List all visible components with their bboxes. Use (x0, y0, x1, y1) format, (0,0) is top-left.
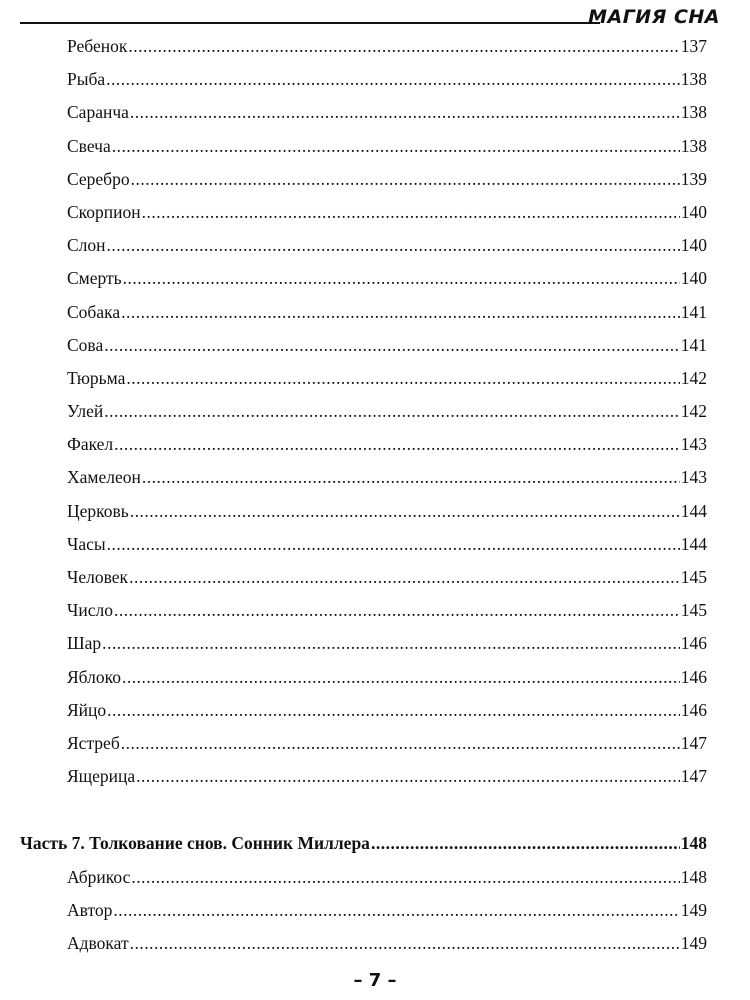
dot-leader (121, 727, 680, 760)
toc-part-label: Часть 7. Толкование снов. Сонник Миллера (20, 833, 370, 854)
dot-leader (130, 927, 680, 960)
toc-entry-page: 149 (680, 932, 707, 953)
toc-entry-label: Смерть (67, 268, 122, 289)
dot-leader (114, 594, 680, 627)
toc-entry (0, 96, 707, 129)
dot-leader (104, 329, 680, 362)
toc-entry (0, 196, 707, 229)
toc-entry-label: Яйцо (67, 699, 107, 720)
dot-leader (136, 760, 680, 793)
dot-leader (130, 96, 680, 129)
toc-entry-label: Факел (67, 434, 114, 455)
toc-entry (0, 296, 707, 329)
dot-leader (129, 561, 680, 594)
toc-entry-page: 143 (680, 434, 707, 455)
toc-entry-page: 140 (680, 201, 707, 222)
toc-entry (0, 661, 707, 694)
toc-entry-page: 138 (680, 69, 707, 90)
dot-leader (130, 495, 680, 528)
toc-entry-page: 146 (680, 666, 707, 687)
toc-entry (0, 130, 707, 163)
header-title: МАГИЯ СНА (588, 6, 720, 28)
toc-entry-label: Рыба (67, 69, 106, 90)
toc-entry (0, 495, 707, 528)
dot-leader (128, 30, 679, 63)
toc-entry (0, 561, 707, 594)
toc-entry-label: Шар (67, 633, 102, 654)
toc-entries-bottom (0, 861, 750, 961)
dot-leader (142, 461, 680, 494)
dot-leader (131, 861, 679, 894)
toc-entry-page: 138 (680, 102, 707, 123)
toc-entry-label: Часы (67, 533, 106, 554)
toc-entry-page: 144 (680, 533, 707, 554)
toc-part-page: 148 (680, 833, 707, 854)
dot-leader (107, 528, 680, 561)
toc-entry (0, 927, 707, 960)
toc-entry-page: 145 (680, 600, 707, 621)
toc-entry-label: Адвокат (67, 932, 129, 953)
toc-entry-page: 148 (680, 866, 707, 887)
toc-entry-label: Автор (67, 899, 113, 920)
toc-entry-label: Хамелеон (67, 467, 141, 488)
toc-entry-page: 145 (680, 567, 707, 587)
toc-entry-page: 140 (680, 268, 707, 289)
toc-entry (0, 163, 707, 196)
toc-entry (0, 362, 707, 395)
dot-leader (371, 827, 680, 860)
toc-entry-page: 146 (680, 633, 707, 654)
toc-entry-page: 144 (680, 500, 707, 521)
toc-entry-page: 143 (680, 467, 707, 488)
toc-entry (0, 694, 707, 727)
toc-entry-label: Сова (67, 334, 104, 355)
toc-entry-label: Ящерица (67, 766, 136, 787)
toc-entry-label: Число (67, 600, 113, 621)
dot-leader (122, 661, 680, 694)
dot-leader (113, 894, 679, 927)
toc-entry-label: Яблоко (67, 666, 121, 687)
header-rule (20, 22, 600, 24)
dot-leader (107, 694, 680, 727)
toc-entry-label: Ястреб (67, 732, 120, 753)
toc-entry-label: Скорпион (67, 201, 141, 222)
toc-entry-page: 147 (680, 766, 707, 787)
dot-leader (126, 362, 679, 395)
dot-leader (114, 428, 680, 461)
dot-leader (121, 296, 680, 329)
toc-entry-page: 142 (680, 367, 707, 388)
toc-entry-label: Собака (67, 301, 121, 322)
toc-entry-page: 141 (680, 334, 707, 355)
toc-entry (0, 627, 707, 660)
toc-part-heading (0, 827, 707, 860)
toc-entry-page: 149 (680, 899, 707, 920)
dot-leader (142, 196, 680, 229)
toc-entry (0, 594, 707, 627)
toc-entry-label: Саранча (67, 102, 129, 123)
toc-entry-label: Свеча (67, 135, 111, 156)
toc-entry (0, 727, 707, 760)
toc-entry-page: 146 (680, 699, 707, 720)
toc-entry (0, 528, 707, 561)
dot-leader (112, 130, 680, 163)
toc-entry (0, 861, 707, 894)
dot-leader (102, 627, 680, 660)
toc-entry-label: Слон (67, 235, 106, 256)
toc-entry-page: 138 (680, 135, 707, 156)
toc-entry-label: Абрикос (67, 866, 131, 887)
toc-entry (0, 63, 707, 96)
toc-entry (0, 461, 707, 494)
dot-leader (107, 229, 680, 262)
toc-entry-page: 140 (680, 235, 707, 256)
toc-entries-top (0, 30, 750, 793)
toc-entry-label: Улей (67, 401, 104, 422)
toc-entry (0, 329, 707, 362)
toc-entry (0, 428, 707, 461)
toc-entry-label: Тюрьма (67, 367, 126, 388)
dot-leader (104, 395, 679, 428)
dot-leader (131, 163, 680, 196)
page-number: – 7 – (353, 970, 397, 991)
toc-entry-label: Ребенок (67, 36, 128, 56)
toc-entry-page: 147 (680, 732, 707, 753)
dot-leader (106, 63, 680, 96)
toc-entry (0, 894, 707, 927)
toc-entry-page: 142 (680, 401, 707, 422)
toc-entry-page: 139 (680, 168, 707, 189)
toc-entry-label: Серебро (67, 168, 130, 189)
table-of-contents (0, 30, 750, 960)
dot-leader (123, 262, 680, 295)
toc-entry-page: 141 (680, 301, 707, 322)
toc-entry (0, 30, 707, 63)
toc-entry (0, 229, 707, 262)
toc-entry-label: Человек (67, 567, 129, 587)
toc-entry-page: 137 (680, 36, 707, 56)
toc-entry (0, 760, 707, 793)
toc-entry-label: Церковь (67, 500, 129, 521)
toc-entry (0, 395, 707, 428)
toc-entry (0, 262, 707, 295)
